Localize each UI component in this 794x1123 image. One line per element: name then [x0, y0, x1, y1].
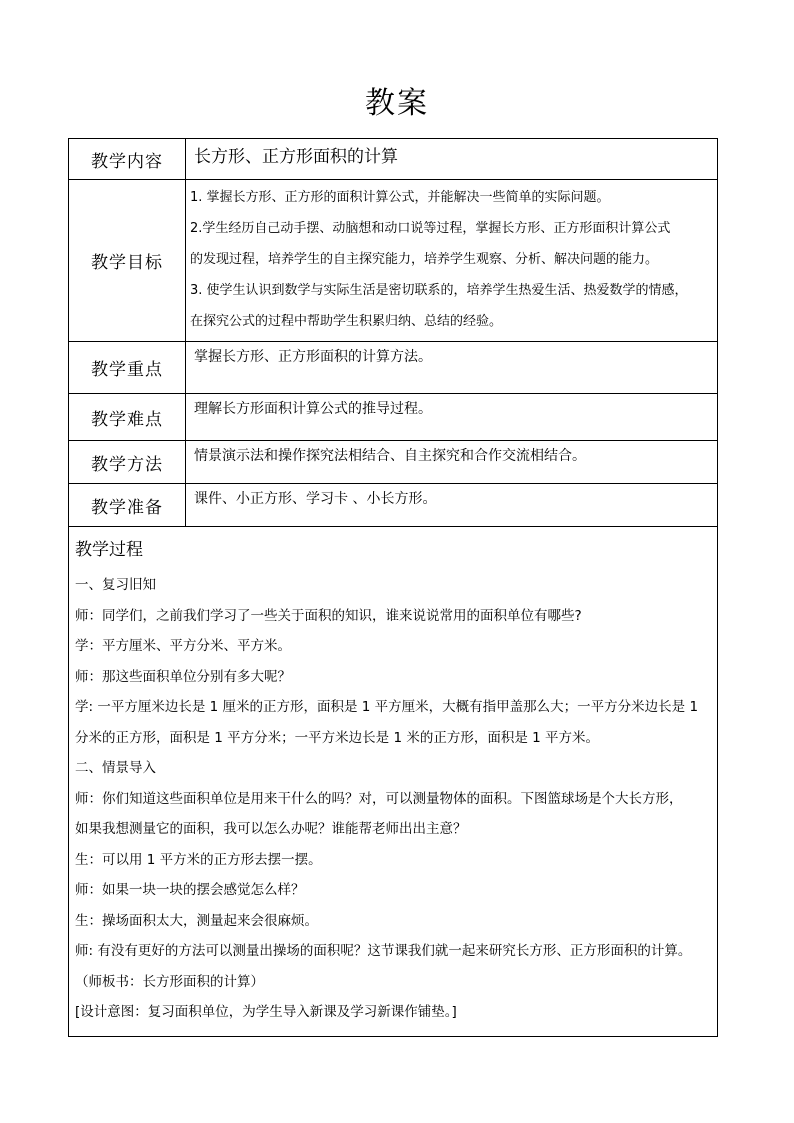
page-title: 教案 [365, 86, 429, 121]
process-line: 生：可以用 1 平方米的正方形去摆一摆。 [75, 851, 322, 868]
goals-list [186, 180, 717, 341]
process-line: 学：平方厘米、平方分米、平方米。 [75, 638, 291, 654]
label-goals: 教学目标 [69, 180, 186, 342]
row-difficulties [69, 394, 718, 441]
goal-line: 在探究公式的过程中帮助学生积累归纳、总结的经验。 [190, 314, 503, 329]
goal-line: 的发现过程，培养学生的自主探究能力，培养学生观察、分析、解决问题的能力。 [190, 252, 659, 267]
row-preparation [69, 484, 718, 527]
label-methods: 教学方法 [69, 441, 186, 484]
goal-line: 3. 使学生认识到数学与实际生活是密切联系的，培养学生热爱生活、热爱数学的情感， [190, 283, 688, 298]
goal-line: 2.学生经历自己动手摆、动脑想和动口说等过程，掌握长方形、正方形面积计算公式 [190, 221, 671, 236]
value-preparation: 课件、小正方形、学习卡 、小长方形。 [186, 484, 718, 527]
process-line: 一、复习旧知 [75, 577, 156, 593]
process-line: 如果我想测量它的面积，我可以怎么办呢？谁能帮老师出出主意？ [75, 821, 467, 837]
process-line: 分米的正方形，面积是 1 平方分米；一平方米边长是 1 米的正方形，面积是 1 平方米。 [75, 729, 600, 746]
value-difficulties: 理解长方形面积计算公式的推导过程。 [186, 394, 718, 441]
label-content: 教学内容 [69, 139, 186, 180]
process-line: [设计意图：复习面积单位，为学生导入新课及学习新课作铺垫。] [75, 1004, 457, 1020]
process-line: 学: 一平方厘米边长是 1 厘米的正方形，面积是 1 平方厘米，大概有指甲盖那么大；一平方分米边长是 1 [75, 699, 699, 715]
row-goals [69, 180, 718, 342]
row-process [69, 527, 718, 1037]
process-line: 师：同学们，之前我们学习了一些关于面积的知识，谁来说说常用的面积单位有哪些? [75, 607, 582, 624]
process-line: 师：你们知道这些面积单位是用来干什么的吗？对，可以测量物体的面积。下图篮球场是个大长方形， [75, 790, 683, 807]
process-line: 师: 有没有更好的方法可以测量出操场的面积呢？这节课我们就一起来研究长方形、正方形面积的计算。 [75, 943, 692, 959]
value-goals [186, 180, 718, 342]
label-preparation: 教学准备 [69, 484, 186, 527]
process-cell [69, 527, 718, 1037]
goal-line: 1. 掌握长方形、正方形的面积计算公式，并能解决一些简单的实际问题。 [190, 190, 610, 205]
process-heading: 教学过程 [75, 540, 143, 560]
value-content: 长方形、正方形面积的计算 [186, 139, 718, 180]
process-line: 师：如果一块一块的摆会感觉怎么样？ [75, 882, 305, 898]
lesson-plan-table [68, 138, 718, 1037]
row-content [69, 139, 718, 180]
process-section [69, 527, 717, 1034]
value-methods: 情景演示法和操作探究法相结合、自主探究和合作交流相结合。 [186, 441, 718, 484]
process-line: 师：那这些面积单位分别有多大呢？ [75, 668, 291, 685]
row-key-points [69, 342, 718, 394]
process-line: 二、情景导入 [75, 760, 156, 776]
value-key-points: 掌握长方形、正方形面积的计算方法。 [186, 342, 718, 394]
label-difficulties: 教学难点 [69, 394, 186, 441]
row-methods [69, 441, 718, 484]
process-line: （师板书：长方形面积的计算） [75, 973, 264, 990]
process-line: 生：操场面积太大，测量起来会很麻烦。 [75, 912, 318, 929]
label-key-points: 教学重点 [69, 342, 186, 394]
